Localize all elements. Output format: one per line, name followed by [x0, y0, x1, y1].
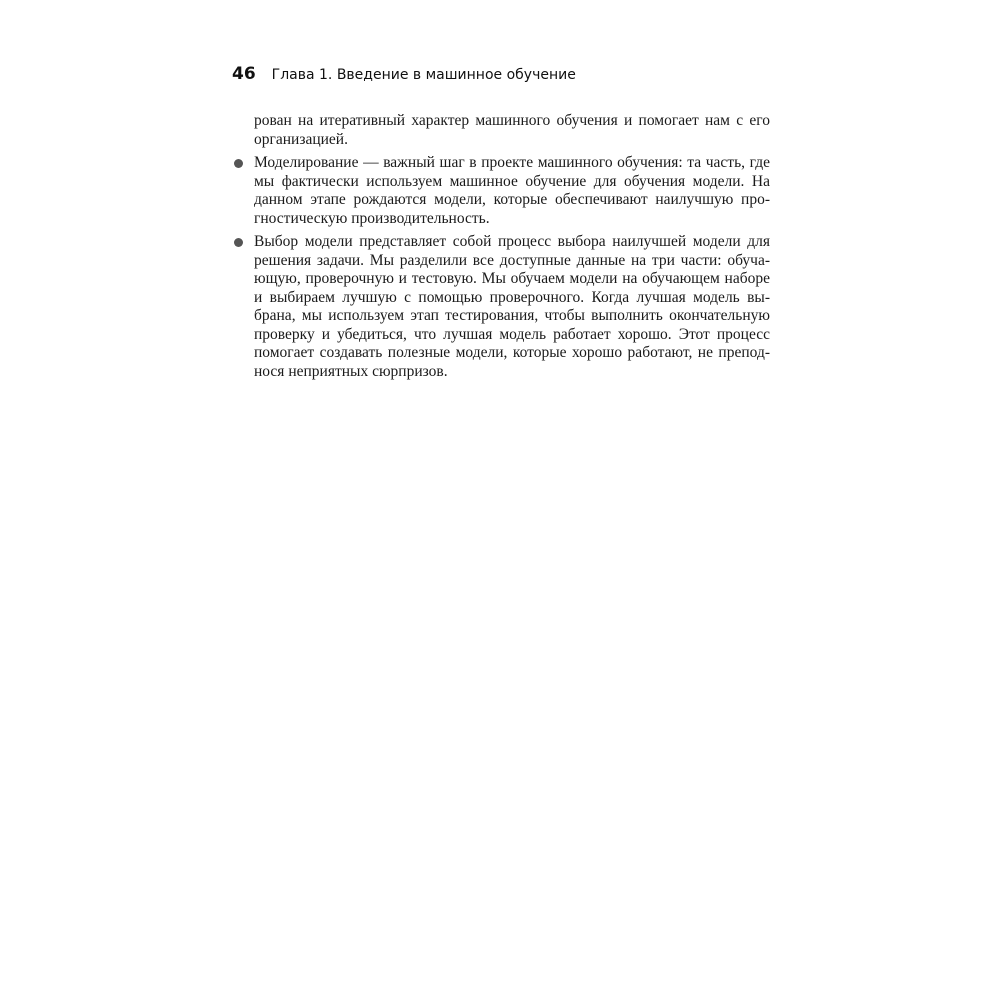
text-line: и выбираем лучшую с помощью проверочного. Когда лучшая модель вы- [254, 288, 770, 306]
text-line: гностическую производительность. [254, 209, 490, 227]
text-line: рован на итеративный характер машинного обучения и помогает нам с его [254, 112, 770, 129]
list-item-model-selection [254, 233, 770, 381]
list-item-modeling [254, 154, 770, 228]
continuation-paragraph [254, 112, 770, 149]
text-line: брана, мы используем этап тестирования, чтобы выполнить окончательную [254, 307, 770, 324]
page-header [232, 64, 576, 84]
text-line: нося неприятных сюрпризов. [254, 362, 448, 380]
text-line: помогает создавать полезные модели, которые хорошо работают, не препод- [254, 344, 770, 361]
text-line: ющую, проверочную и тестовую. Мы обучаем модели на обучающем наборе [254, 270, 770, 287]
text-line: проверку и убедиться, что лучшая модель работает хорошо. Этот процесс [254, 325, 770, 343]
chapter-title: Глава 1. Введение в машинное обучение [271, 67, 576, 83]
body-text [254, 112, 770, 381]
text-line: Выбор модели представляет собой процесс выбора наилучшей модели для [254, 233, 770, 250]
bullet-icon [234, 159, 243, 168]
bullet-icon [234, 238, 243, 247]
list-item-text [254, 154, 770, 228]
page-number: 46 [232, 64, 256, 84]
text-line: данном этапе рождаются модели, которые обеспечивают наилучшую про- [254, 191, 770, 208]
text-line: решения задачи. Мы разделили все доступные данные на три части: обуча- [254, 251, 770, 269]
text-line: мы фактически используем машинное обучение для обучения модели. На [254, 172, 770, 190]
text-line: организацией. [254, 130, 348, 148]
text-line: Моделирование — важный шаг в проекте машинного обучения: та часть, где [254, 154, 770, 171]
list-item-text [254, 233, 770, 381]
